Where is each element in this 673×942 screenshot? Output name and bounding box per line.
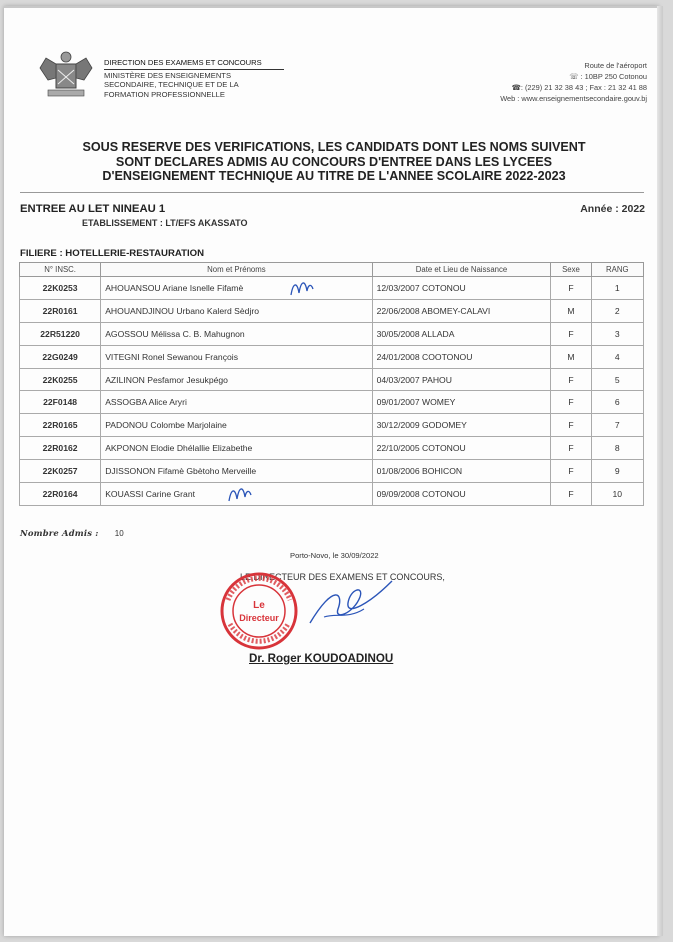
cell-name: AHOUANDJINOU Urbano Kalerd Sèdjro [101, 299, 372, 322]
cell-ins: 22R51220 [20, 322, 101, 345]
cell-sex: M [551, 345, 591, 368]
initials-mark-icon [225, 483, 255, 505]
section-rule [20, 192, 644, 193]
cell-sex: M [551, 299, 591, 322]
cell-birth: 30/05/2008 ALLADA [372, 322, 551, 345]
table-row [20, 345, 644, 368]
cell-name [101, 483, 372, 506]
cell-name: AZILINON Pesfamor Jesukpégo [101, 368, 372, 391]
table-header-row [20, 263, 644, 277]
cell-sex: F [551, 322, 591, 345]
cell-rank: 1 [591, 277, 643, 300]
document-page [4, 6, 659, 936]
cell-sex: F [551, 391, 591, 414]
top-border [4, 6, 659, 8]
cell-rank: 6 [591, 391, 643, 414]
ministry-line: FORMATION PROFESSIONNELLE [104, 89, 225, 99]
count-label: Nombre Admis : [20, 528, 99, 538]
year-label: Année : 2022 [580, 203, 645, 215]
cell-birth: 24/01/2008 COOTONOU [372, 345, 551, 368]
page-title [74, 140, 594, 184]
cell-name: PADONOU Colombe Marjolaine [101, 414, 372, 437]
place-date: Porto-Novo, le 30/09/2022 [290, 551, 379, 560]
table-row [20, 322, 644, 345]
cell-name [101, 277, 372, 300]
cell-ins: 22K0255 [20, 368, 101, 391]
direction-name: DIRECTION DES EXAMEMS ET CONCOURS [104, 58, 262, 67]
cell-name: DJISSONON Fifamè Gbètoho Merveille [101, 460, 372, 483]
ministry-line: MINISTÈRE DES ENSEIGNEMENTS [104, 70, 232, 80]
cell-rank: 2 [591, 299, 643, 322]
table-row [20, 299, 644, 322]
cell-ins: 22K0257 [20, 460, 101, 483]
cell-name: ASSOGBA Alice Aryri [101, 391, 372, 414]
admitted-table [19, 262, 644, 506]
title-line: D'ENSEIGNEMENT TECHNIQUE AU TITRE DE L'ANNEE SCOLAIRE 2022-2023 [102, 169, 566, 183]
cell-rank: 7 [591, 414, 643, 437]
table-row [20, 460, 644, 483]
header-rule [104, 69, 284, 70]
cell-birth: 09/01/2007 WOMEY [372, 391, 551, 414]
cell-sex: F [551, 460, 591, 483]
name-text: AHOUANSOU Ariane Isnelle Fifamè [105, 282, 244, 293]
table-row [20, 368, 644, 391]
header-birth: Date et Lieu de Naissance [372, 263, 551, 277]
ministry-line: SECONDAIRE, TECHNIQUE ET DE LA [104, 80, 239, 89]
table-row [20, 391, 644, 414]
filiere-label: FILIERE : HOTELLERIE-RESTAURATION [20, 248, 205, 259]
cell-name: AGOSSOU Mélissa C. B. Mahugnon [101, 322, 372, 345]
cell-ins: 22K0253 [20, 277, 101, 300]
director-title: LE DIRECTEUR DES EXAMENS ET CONCOURS, [240, 572, 445, 582]
cell-ins: 22R0164 [20, 483, 101, 506]
cell-sex: F [551, 368, 591, 391]
table-row [20, 277, 644, 300]
contact-bp: ☏ : 10BP 250 Cotonou [569, 72, 647, 81]
cell-birth: 12/03/2007 COTONOU [372, 277, 551, 300]
cell-sex: F [551, 437, 591, 460]
svg-text:Directeur: Directeur [239, 613, 279, 623]
contact-web: Web : www.enseignementsecondaire.gouv.bj [500, 94, 647, 103]
cell-name: VITEGNI Ronel Sewanou François [101, 345, 372, 368]
section-title: ENTREE AU LET NINEAU 1 [20, 203, 166, 215]
signatory-name: Dr. Roger KOUDOADINOU [249, 652, 394, 665]
contact-block [500, 60, 647, 104]
header-sex: Sexe [551, 263, 591, 277]
cell-birth: 04/03/2007 PAHOU [372, 368, 551, 391]
etablissement-label: ETABLISSEMENT : LT/EFS AKASSATO [82, 218, 248, 228]
cell-sex: F [551, 277, 591, 300]
official-stamp-icon [218, 570, 300, 652]
cell-birth: 30/12/2009 GODOMEY [372, 414, 551, 437]
header-ins: N° INSC. [20, 263, 101, 277]
coat-of-arms-icon [34, 50, 96, 100]
cell-birth: 22/10/2005 COTONOU [372, 437, 551, 460]
cell-rank: 8 [591, 437, 643, 460]
initials-mark-icon [287, 277, 317, 299]
table-row [20, 483, 644, 506]
cell-ins: 22R0165 [20, 414, 101, 437]
cell-rank: 10 [591, 483, 643, 506]
cell-rank: 4 [591, 345, 643, 368]
cell-birth: 01/08/2006 BOHICON [372, 460, 551, 483]
cell-birth: 22/06/2008 ABOMEY-CALAVI [372, 299, 551, 322]
page-edge [657, 6, 663, 936]
cell-rank: 9 [591, 460, 643, 483]
svg-text:Le: Le [253, 600, 265, 611]
cell-ins: 22R0161 [20, 299, 101, 322]
cell-rank: 5 [591, 368, 643, 391]
count-value: 10 [114, 529, 124, 538]
table-row [20, 437, 644, 460]
title-line: SONT DECLARES ADMIS AU CONCOURS D'ENTREE DANS LES LYCEES [115, 154, 553, 169]
cell-ins: 22F0148 [20, 391, 101, 414]
cell-ins: 22G0249 [20, 345, 101, 368]
cell-name: AKPONON Elodie Dhélallie Elizabethe [101, 437, 372, 460]
name-text: KOUASSI Carine Grant [105, 488, 195, 499]
header-name: Nom et Prénoms [101, 263, 372, 277]
contact-address: Route de l'aéroport [584, 61, 647, 70]
cell-sex: F [551, 483, 591, 506]
signature-icon [304, 573, 394, 633]
admitted-count [20, 528, 124, 538]
cell-birth: 09/09/2008 COTONOU [372, 483, 551, 506]
cell-ins: 22R0162 [20, 437, 101, 460]
title-line: SOUS RESERVE DES VERIFICATIONS, LES CANDIDATS DONT LES NOMS SUIVENT [82, 140, 586, 154]
ministry-header [104, 58, 284, 99]
contact-phone: ☎: (229) 21 32 38 43 ; Fax : 21 32 41 88 [511, 83, 647, 92]
header-rank: RANG [591, 263, 643, 277]
cell-rank: 3 [591, 322, 643, 345]
table-row [20, 414, 644, 437]
cell-sex: F [551, 414, 591, 437]
